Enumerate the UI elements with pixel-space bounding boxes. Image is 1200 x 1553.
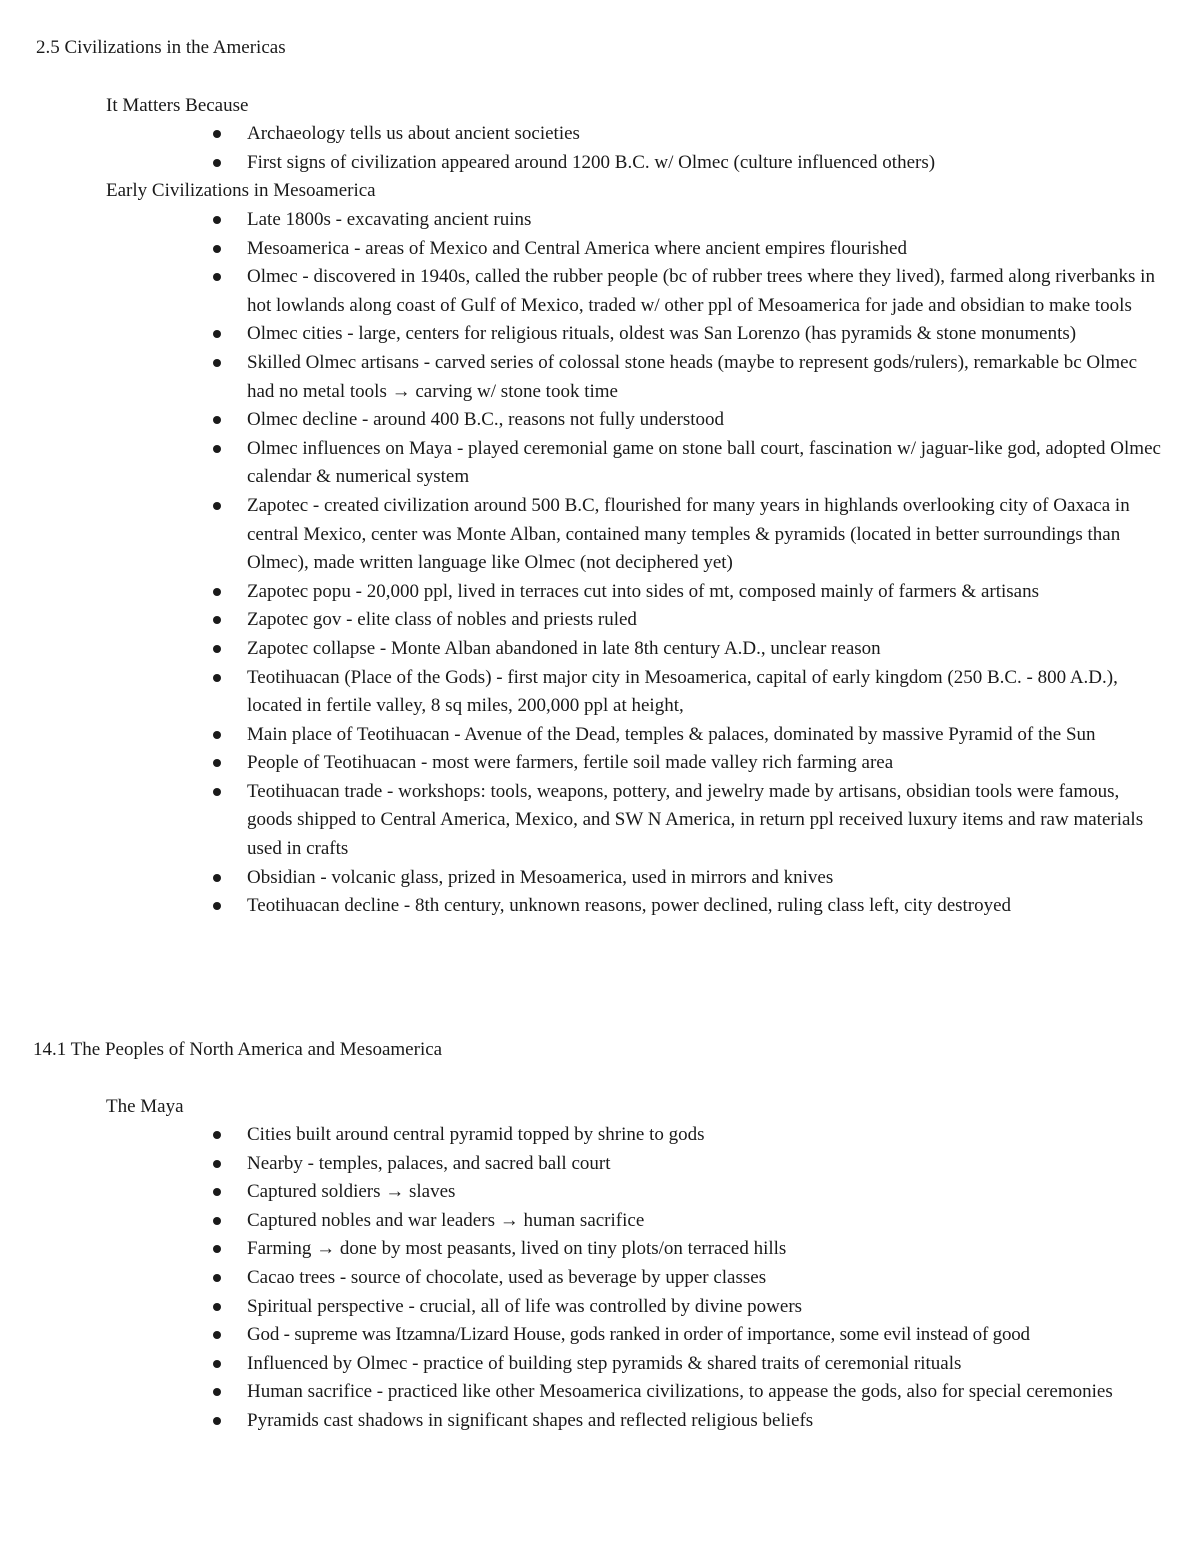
bullet-icon <box>213 1245 221 1253</box>
list-item <box>0 864 1200 893</box>
list-item <box>0 778 1200 864</box>
list-item <box>0 606 1200 635</box>
list-item-text: Zapotec popu - 20,000 ppl, lived in terraces cut into sides of mt, composed mainly of farmers & artisans <box>247 580 1039 602</box>
bullet-icon <box>213 245 221 253</box>
section-title-civilizations-americas: 2.5 Civilizations in the Americas <box>36 37 286 58</box>
bullet-icon <box>213 616 221 624</box>
list-item-text: Olmec - discovered in 1940s, called the rubber people (bc of rubber trees where they lived), farmed along riverbanks in hot lowlands along coast of Gulf of Mexico, traded w/ other ppl of Mesoamerica for jade and obsidian to make tools <box>247 266 1155 316</box>
list-item <box>0 492 1200 578</box>
list-item-text: Olmec influences on Maya - played ceremonial game on stone ball court, fascination w/ jaguar-like god, adopted Olmec calendar & numerical system <box>247 437 1161 488</box>
list-item <box>0 206 1200 235</box>
subheading-early-civilizations: Early Civilizations in Mesoamerica <box>106 180 376 201</box>
list-item <box>0 664 1200 721</box>
list-item <box>0 320 1200 349</box>
list-item <box>0 1378 1200 1407</box>
list-item-text: Mesoamerica - areas of Mexico and Central America where ancient empires flourished <box>247 237 907 259</box>
bullet-icon <box>213 159 221 167</box>
list-item-text: Spiritual perspective - crucial, all of life was controlled by divine powers <box>247 1295 803 1317</box>
list-item <box>0 1178 1200 1207</box>
list-item <box>0 1121 1200 1150</box>
bullet-icon <box>213 502 221 510</box>
bullet-icon <box>213 416 221 424</box>
list-item-text: Pyramids cast shadows in significant shapes and reflected religious beliefs <box>247 1409 814 1431</box>
list-item-text: Zapotec gov - elite class of nobles and priests ruled <box>247 609 637 631</box>
bullet-icon <box>213 1303 221 1311</box>
list-item <box>0 1207 1200 1236</box>
bullet-icon <box>213 330 221 338</box>
list-item <box>0 578 1200 607</box>
list-item-text: People of Teotihuacan - most were farmers, fertile soil made valley rich farming area <box>247 752 894 774</box>
list-item <box>0 1293 1200 1322</box>
list-item-text: Teotihuacan trade - workshops: tools, weapons, pottery, and jewelry made by artisans, obsidian tools were famous, goods shipped to Central America, Mexico, and SW N America, in return ppl received luxury items and raw materials used in crafts <box>247 780 1144 860</box>
list-item-text: Cities built around central pyramid topped by shrine to gods <box>247 1124 705 1145</box>
bullet-icon <box>213 788 221 796</box>
list-item <box>0 1235 1200 1264</box>
list-it-matters-because <box>0 120 1200 177</box>
list-item <box>0 406 1200 435</box>
list-item <box>0 892 1200 921</box>
bullet-icon <box>213 1360 221 1368</box>
bullet-icon <box>213 674 221 682</box>
list-item-text: God - supreme was Itzamna/Lizard House, gods ranked in order of importance, some evil instead of good <box>247 1324 1030 1346</box>
list-item <box>0 1264 1200 1293</box>
list-item-text: Farming → done by most peasants, lived on tiny plots/on terraced hills <box>247 1238 787 1260</box>
list-item <box>0 1350 1200 1379</box>
bullet-icon <box>213 130 221 138</box>
bullet-icon <box>213 874 221 882</box>
list-item-text: Zapotec collapse - Monte Alban abandoned in late 8th century A.D., unclear reason <box>247 637 881 659</box>
list-item-text: Cacao trees - source of chocolate, used as beverage by upper classes <box>247 1266 767 1288</box>
list-item <box>0 120 1200 149</box>
bullet-icon <box>213 1188 221 1196</box>
list-item-text: Influenced by Olmec - practice of building step pyramids & shared traits of ceremonial rituals <box>247 1352 962 1374</box>
bullet-icon <box>213 1331 221 1339</box>
bullet-icon <box>213 1417 221 1425</box>
subheading-the-maya: The Maya <box>106 1096 184 1117</box>
list-item-text: Nearby - temples, palaces, and sacred ball court <box>247 1152 611 1174</box>
bullet-icon <box>213 902 221 910</box>
list-item <box>0 235 1200 264</box>
bullet-icon <box>213 588 221 596</box>
list-item <box>0 435 1200 492</box>
list-item-text: Late 1800s - excavating ancient ruins <box>247 209 532 230</box>
list-item <box>0 263 1200 320</box>
bullet-icon <box>213 731 221 739</box>
bullet-icon <box>213 273 221 281</box>
list-item-text: Olmec cities - large, centers for religious rituals, oldest was San Lorenzo (has pyramids & stone monuments) <box>247 323 1077 345</box>
bullet-icon <box>213 645 221 653</box>
list-the-maya <box>0 1121 1200 1436</box>
list-item <box>0 149 1200 178</box>
list-item-text: Zapotec - created civilization around 500 B.C, flourished for many years in highlands overlooking city of Oaxaca in central Mexico, center was Monte Alban, contained many temples & pyramids (located in better surroundings than Olmec), made written language like Olmec (not deciphered yet) <box>247 494 1130 574</box>
list-item <box>0 721 1200 750</box>
list-item-text: Skilled Olmec artisans - carved series of colossal stone heads (maybe to represent gods/rulers), remarkable bc Olmec had no metal tools → carving w/ stone took time <box>247 351 1138 402</box>
list-item-text: Captured soldiers → slaves <box>247 1181 456 1203</box>
list-item <box>0 1407 1200 1436</box>
bullet-icon <box>213 445 221 453</box>
list-item-text: Archaeology tells us about ancient societies <box>247 123 580 144</box>
list-item <box>0 635 1200 664</box>
bullet-icon <box>213 1131 221 1139</box>
subheading-it-matters-because: It Matters Because <box>106 95 249 116</box>
list-item-text: Captured nobles and war leaders → human sacrifice <box>247 1209 645 1231</box>
list-item-text: Main place of Teotihuacan - Avenue of the Dead, temples & palaces, dominated by massive Pyramid of the Sun <box>247 723 1096 745</box>
list-item-text: First signs of civilization appeared around 1200 B.C. w/ Olmec (culture influenced others) <box>247 151 936 173</box>
list-early-civilizations <box>0 206 1200 921</box>
list-item-text: Teotihuacan decline - 8th century, unknown reasons, power declined, ruling class left, city destroyed <box>247 895 1012 917</box>
list-item <box>0 1321 1200 1350</box>
list-item <box>0 349 1200 406</box>
bullet-icon <box>213 1217 221 1225</box>
bullet-icon <box>213 359 221 367</box>
list-item <box>0 749 1200 778</box>
list-item-text: Teotihuacan (Place of the Gods) - first major city in Mesoamerica, capital of early kingdom (250 B.C. - 800 A.D.), located in fertile valley, 8 sq miles, 200,000 ppl at height, <box>247 666 1118 717</box>
list-item-text: Obsidian - volcanic glass, prized in Mesoamerica, used in mirrors and knives <box>247 866 834 888</box>
section-title-peoples-north-america: 14.1 The Peoples of North America and Mesoamerica <box>33 1039 443 1060</box>
bullet-icon <box>213 1160 221 1168</box>
bullet-icon <box>213 759 221 767</box>
bullet-icon <box>213 1388 221 1396</box>
list-item-text: Olmec decline - around 400 B.C., reasons not fully understood <box>247 409 725 431</box>
list-item <box>0 1150 1200 1179</box>
bullet-icon <box>213 1274 221 1282</box>
bullet-icon <box>213 216 221 224</box>
list-item-text: Human sacrifice - practiced like other Mesoamerica civilizations, to appease the gods, also for special ceremonies <box>247 1381 1113 1403</box>
